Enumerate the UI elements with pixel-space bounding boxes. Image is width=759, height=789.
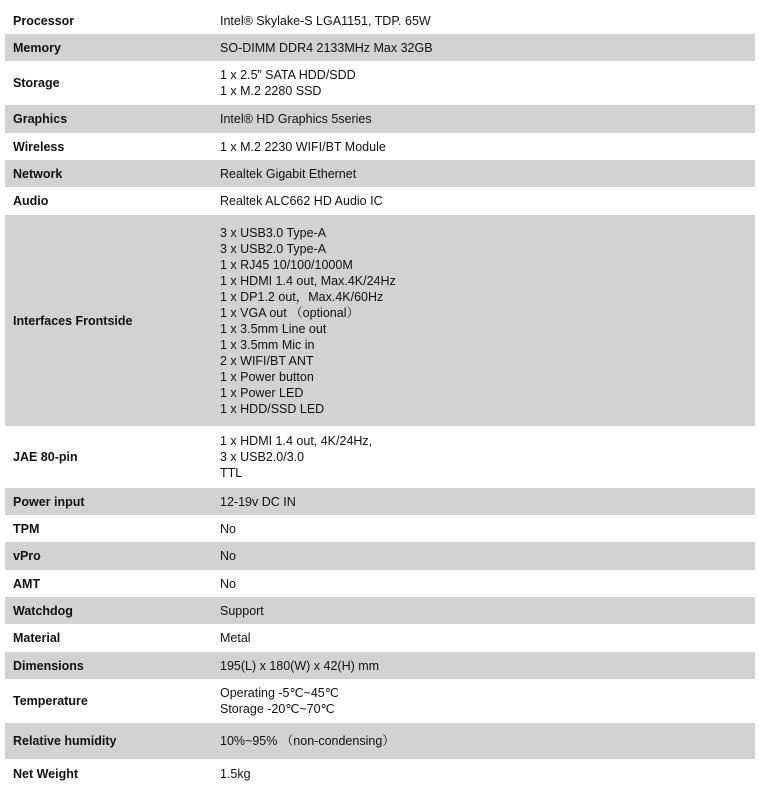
- spec-row: [5, 61, 755, 105]
- spec-row: [5, 215, 755, 426]
- spec-value-line: 1 x VGA out （optional）: [220, 305, 359, 320]
- spec-value: [210, 597, 755, 624]
- spec-label: Relative humidity: [5, 723, 210, 759]
- spec-value-line: No: [220, 521, 236, 536]
- spec-row: [5, 679, 755, 723]
- spec-label: Watchdog: [5, 597, 210, 624]
- spec-value-line: 1 x HDMI 1.4 out, 4K/24Hz,: [220, 434, 373, 448]
- spec-value-line: 1 x HDD/SSD LED: [220, 401, 325, 416]
- spec-value: [210, 133, 755, 160]
- spec-label: AMT: [13, 576, 41, 591]
- spec-value-line: TTL: [220, 466, 243, 480]
- spec-label: Net Weight: [13, 766, 79, 781]
- spec-row: [5, 34, 755, 61]
- spec-value-line: Realtek ALC662 HD Audio IC: [220, 194, 383, 208]
- spec-value-line: 3 x USB2.0/3.0: [220, 450, 305, 464]
- spec-value-line: 1 x RJ45 10/100/1000M: [220, 257, 353, 272]
- spec-value-line: Storage -20℃~70℃: [220, 702, 335, 716]
- spec-value: [210, 160, 755, 187]
- spec-value-line: Operating -5℃~45℃: [220, 686, 339, 700]
- spec-value-line: Intel® Skylake-S LGA1151, TDP. 65W: [220, 13, 431, 28]
- spec-row: [5, 597, 755, 624]
- spec-value-line: No: [220, 576, 236, 591]
- spec-row: [5, 426, 755, 488]
- spec-value-line: 1.5kg: [220, 766, 251, 781]
- spec-value: [210, 570, 755, 597]
- spec-label: Storage: [13, 76, 60, 90]
- spec-row: [5, 624, 755, 652]
- spec-value-line: No: [220, 549, 236, 563]
- spec-value: [210, 679, 755, 723]
- spec-value: [210, 105, 755, 133]
- spec-value-line: Realtek Gigabit Ethernet: [220, 166, 357, 181]
- spec-label: Temperature: [13, 694, 88, 708]
- spec-value: [210, 34, 755, 61]
- spec-label: Interfaces Frontside: [5, 215, 210, 426]
- spec-value-line: Intel® HD Graphics 5series: [220, 112, 372, 126]
- spec-value-line: 12-19v DC IN: [220, 494, 296, 509]
- spec-value-line: Support: [220, 603, 264, 618]
- spec-value-line: 1 x 3.5mm Line out: [220, 321, 327, 336]
- spec-label: Material: [13, 631, 61, 645]
- spec-label: TPM: [13, 521, 40, 536]
- spec-label: Power input: [5, 488, 210, 515]
- spec-row: [5, 133, 755, 160]
- spec-row: [5, 723, 755, 759]
- spec-row: [5, 570, 755, 597]
- spec-row: [5, 187, 755, 215]
- spec-value: [210, 542, 755, 570]
- spec-value: [210, 426, 755, 488]
- spec-row: [5, 515, 755, 542]
- spec-value-line: 1 x HDMI 1.4 out, Max.4K/24Hz: [220, 273, 396, 288]
- spec-value-line: 1 x 3.5mm Mic in: [220, 337, 315, 352]
- spec-table-body: [5, 7, 755, 788]
- spec-value: [210, 215, 755, 426]
- spec-label: Memory: [5, 34, 210, 61]
- spec-value: [210, 652, 755, 679]
- spec-value-line: 1 x DP1.2 out，Max.4K/60Hz: [220, 289, 384, 304]
- spec-value: [210, 723, 755, 759]
- spec-label: Graphics: [5, 105, 210, 133]
- spec-label: JAE 80-pin: [13, 450, 78, 464]
- spec-label: Processor: [13, 13, 75, 28]
- spec-value-line: 1 x M.2 2280 SSD: [220, 84, 322, 98]
- spec-row: [5, 759, 755, 788]
- spec-value-line: 3 x USB2.0 Type-A: [220, 241, 327, 256]
- spec-row: [5, 7, 755, 34]
- spec-row: [5, 160, 755, 187]
- spec-table: [5, 7, 755, 788]
- spec-label: vPro: [5, 542, 210, 570]
- spec-value: [210, 187, 755, 215]
- spec-value-line: 3 x USB3.0 Type-A: [220, 225, 327, 240]
- spec-label: Dimensions: [5, 652, 210, 679]
- spec-value: [210, 624, 755, 652]
- spec-label: Network: [5, 160, 210, 187]
- spec-value-line: 1 x Power LED: [220, 385, 304, 400]
- spec-label: Audio: [13, 194, 49, 208]
- spec-value: [210, 515, 755, 542]
- spec-label: Wireless: [13, 139, 65, 154]
- spec-value-line: 10%~95% （non-condensing）: [220, 734, 395, 748]
- spec-value-line: 2 x WIFI/BT ANT: [220, 353, 314, 368]
- spec-value: [210, 7, 755, 34]
- spec-row: [5, 488, 755, 515]
- spec-value: [210, 61, 755, 105]
- spec-value: [210, 759, 755, 788]
- spec-value: [210, 488, 755, 515]
- spec-value-line: SO-DIMM DDR4 2133MHz Max 32GB: [220, 40, 433, 55]
- spec-value-line: 1 x Power button: [220, 369, 314, 384]
- spec-value-line: 195(L) x 180(W) x 42(H) mm: [220, 658, 380, 673]
- spec-row: [5, 542, 755, 570]
- spec-row: [5, 105, 755, 133]
- spec-value-line: 1 x M.2 2230 WIFI/BT Module: [220, 139, 386, 154]
- spec-value-line: Metal: [220, 631, 251, 645]
- spec-value-line: 1 x 2.5” SATA HDD/SDD: [220, 68, 356, 82]
- spec-row: [5, 652, 755, 679]
